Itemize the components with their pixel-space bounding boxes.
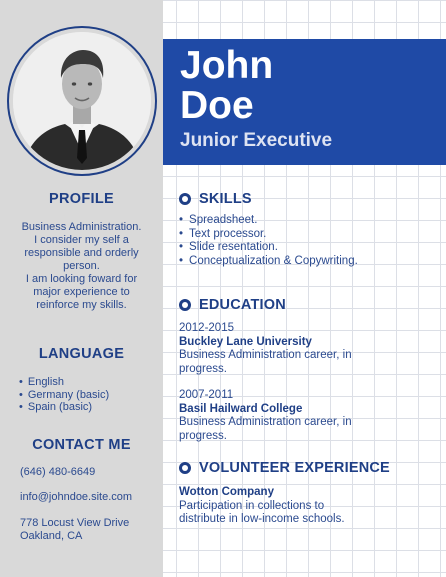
skill-item: • Conceptualization & Copywriting.: [179, 255, 358, 269]
bullet-circle-icon: [179, 193, 191, 205]
bullet-circle-icon: [179, 462, 191, 474]
profile-line: I am looking foward for: [25, 273, 138, 285]
job-title: Junior Executive: [180, 130, 333, 151]
language-item: • Spain (basic): [19, 401, 109, 414]
volunteer-description: Participation in collections to: [179, 499, 325, 512]
profile-text: [0, 221, 163, 312]
name-header: [163, 39, 446, 165]
volunteer-section-heading: [179, 460, 390, 476]
last-name: Doe: [180, 84, 254, 127]
education-description: progress.: [179, 429, 227, 442]
profile-heading: PROFILE: [49, 191, 114, 207]
education-school: Basil Hailward College: [179, 402, 303, 415]
contact-phone: (646) 480-6649: [20, 466, 96, 478]
education-description: Business Administration career, in: [179, 416, 352, 428]
profile-line: responsible and orderly: [24, 247, 139, 259]
first-name: John: [180, 44, 274, 87]
language-item: • English: [19, 376, 109, 389]
profile-photo: [13, 32, 151, 170]
profile-line: reinforce my skills.: [36, 299, 127, 311]
bullet-circle-icon: [179, 299, 191, 311]
skill-item: • Spreadsheet.: [179, 214, 358, 228]
education-years: 2007-2011: [179, 389, 234, 401]
education-section-heading: [179, 297, 286, 313]
education-entry: [179, 322, 429, 376]
language-item: • Germany (basic): [19, 389, 109, 402]
volunteer-heading: VOLUNTEER EXPERIENCE: [199, 460, 390, 476]
education-heading: EDUCATION: [199, 297, 286, 313]
volunteer-entry: [179, 486, 429, 527]
education-school: Buckley Lane University: [179, 335, 312, 348]
education-entry: [179, 389, 429, 443]
education-years: 2012-2015: [179, 322, 234, 334]
profile-photo-frame: [7, 26, 157, 176]
education-description: Business Administration career, in: [179, 349, 352, 361]
skill-item: • Text processor.: [179, 228, 358, 242]
skill-item: • Slide resentation.: [179, 241, 358, 255]
education-description: progress.: [179, 362, 227, 375]
skills-heading: SKILLS: [199, 191, 252, 207]
contact-email: info@johndoe.site.com: [20, 491, 133, 503]
contact-address-line1: 778 Locust View Drive: [20, 517, 130, 529]
profile-line: person.: [63, 260, 100, 272]
person-photo-illustration: [13, 32, 151, 170]
profile-line: major experience to: [33, 286, 130, 298]
language-heading: LANGUAGE: [38, 346, 125, 362]
profile-line: I consider my self a: [34, 234, 129, 246]
volunteer-company: Wotton Company: [179, 486, 274, 498]
skills-list: [179, 214, 358, 268]
sidebar: [0, 0, 163, 577]
language-list: [19, 376, 109, 414]
contact-address-line2: Oakland, CA: [20, 530, 83, 542]
profile-line: Business Administration.: [21, 221, 142, 233]
contact-heading: CONTACT ME: [32, 437, 131, 453]
skills-section-heading: [179, 191, 252, 207]
volunteer-description: distribute in low-income schools.: [179, 513, 345, 525]
